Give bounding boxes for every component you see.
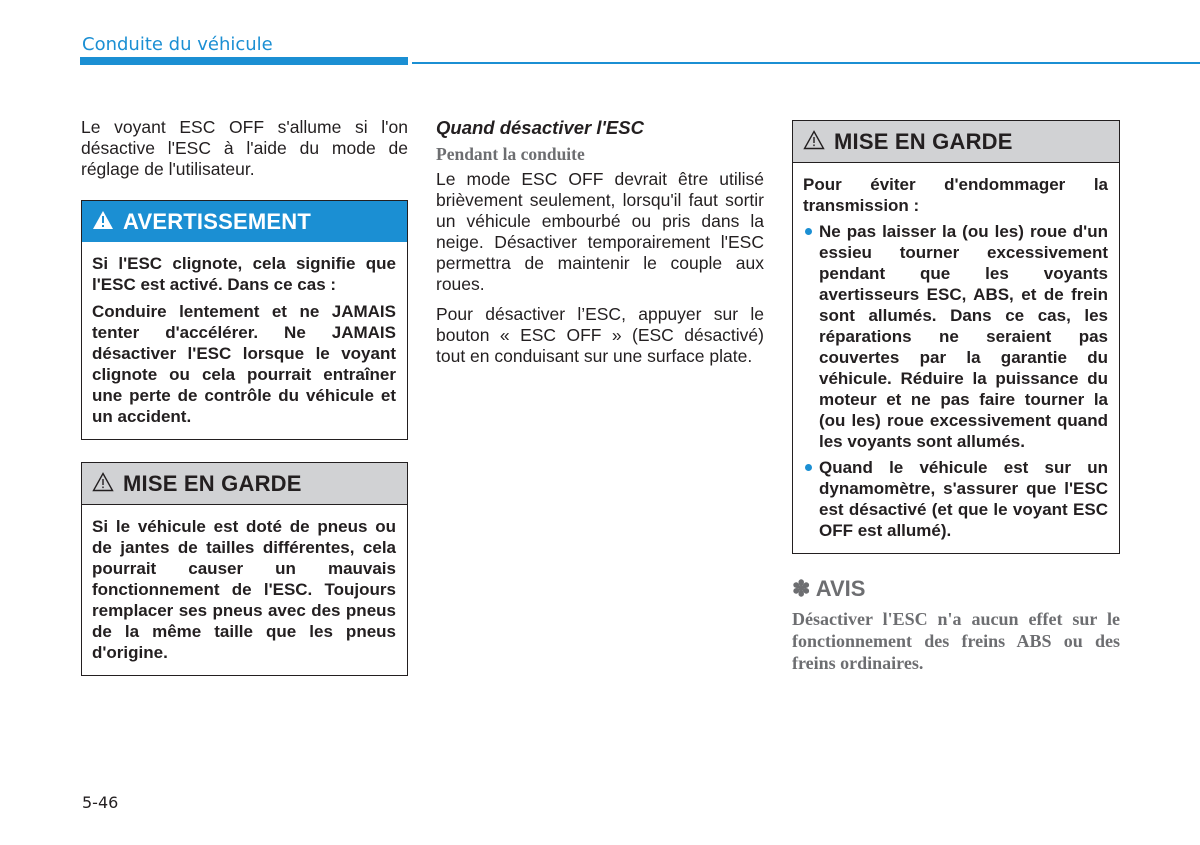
body-paragraph-1: Le mode ESC OFF devrait être utilisé brièvement seulement, lorsqu'il faut sortir un véhicule embourbé ou pris dans la neige. Désactiver temporairement l'ESC permettra de maintenir le couple aux roues.: [436, 169, 764, 294]
asterisk-icon: ✽: [792, 576, 811, 601]
caution-box-header: [82, 463, 407, 505]
caution-box-header: [793, 121, 1119, 163]
intro-paragraph: Le voyant ESC OFF s'allume si l'on désactive l'ESC à l'aide du mode de réglage de l'utilisateur.: [81, 117, 408, 179]
caution-bullet-2: Quand le véhicule est sur un dynamomètre, s'assurer que l'ESC est désactivé (et que le voyant ESC OFF est allumé).: [803, 457, 1108, 541]
body-paragraph-2: Pour désactiver l’ESC, appuyer sur le bouton « ESC OFF » (ESC désactivé) tout en conduisant sur une surface plate.: [436, 304, 764, 366]
column-middle: [436, 117, 764, 376]
section-subheading: Pendant la conduite: [436, 144, 585, 164]
warning-text-1: Si l'ESC clignote, cela signifie que l'ESC est activé. Dans ce cas :: [92, 254, 396, 294]
page-number: 5-46: [82, 793, 119, 812]
warning-text-2: Conduire lentement et ne JAMAIS tenter d'accélérer. Ne JAMAIS désactiver l'ESC lorsque le voyant clignote ou cela pourrait entraîner une perte de contrôle du véhicule et un accident.: [92, 302, 396, 426]
avis-text: Désactiver l'ESC n'a aucun effet sur le fonctionnement des freins ABS ou des freins ordinaires.: [792, 609, 1120, 673]
warning-box: [81, 200, 408, 440]
caution-bullet-list: [803, 221, 1108, 541]
caution-triangle-icon: [92, 472, 114, 495]
caution-box-body: [793, 163, 1119, 553]
section-heading: Quand désactiver l'ESC: [436, 117, 644, 138]
warning-box-header: [82, 201, 407, 242]
caution-box-body: [82, 505, 407, 675]
caution-title: MISE EN GARDE: [123, 471, 302, 496]
column-left: [81, 117, 408, 676]
caution-title: MISE EN GARDE: [834, 129, 1013, 154]
column-right: [792, 120, 1120, 674]
caution-box-right: [792, 120, 1120, 554]
warning-box-body: [82, 242, 407, 439]
caution-text: Si le véhicule est doté de pneus ou de jantes de tailles différentes, cela pourrait causer un mauvais fonctionnement de l'ESC. Toujours remplacer ses pneus avec des pneus de la même taille que les pneus d'origine.: [92, 517, 396, 662]
header-rule-thick: [80, 57, 408, 65]
caution-bullet-1: Ne pas laisser la (ou les) roue d'un essieu tourner excessivement pendant que les voyants avertisseurs ESC, ABS, et de frein sont allumés. Dans ce cas, les réparations ne seraient pas couvertes par la garantie du véhicule. Réduire la puissance du moteur et ne pas faire tourner la (ou les) roue excessivement quand les voyants sont allumés.: [803, 221, 1108, 452]
section-title: Conduite du véhicule: [82, 34, 273, 55]
avis-heading: [792, 576, 1120, 602]
warning-triangle-icon: [92, 210, 114, 233]
header-rule-thin: [412, 62, 1200, 64]
avis-title: AVIS: [815, 576, 866, 601]
warning-title: AVERTISSEMENT: [123, 209, 311, 234]
caution-intro: Pour éviter d'endommager la transmission :: [803, 175, 1108, 215]
caution-box-left: [81, 462, 408, 676]
caution-triangle-icon: [803, 130, 825, 153]
